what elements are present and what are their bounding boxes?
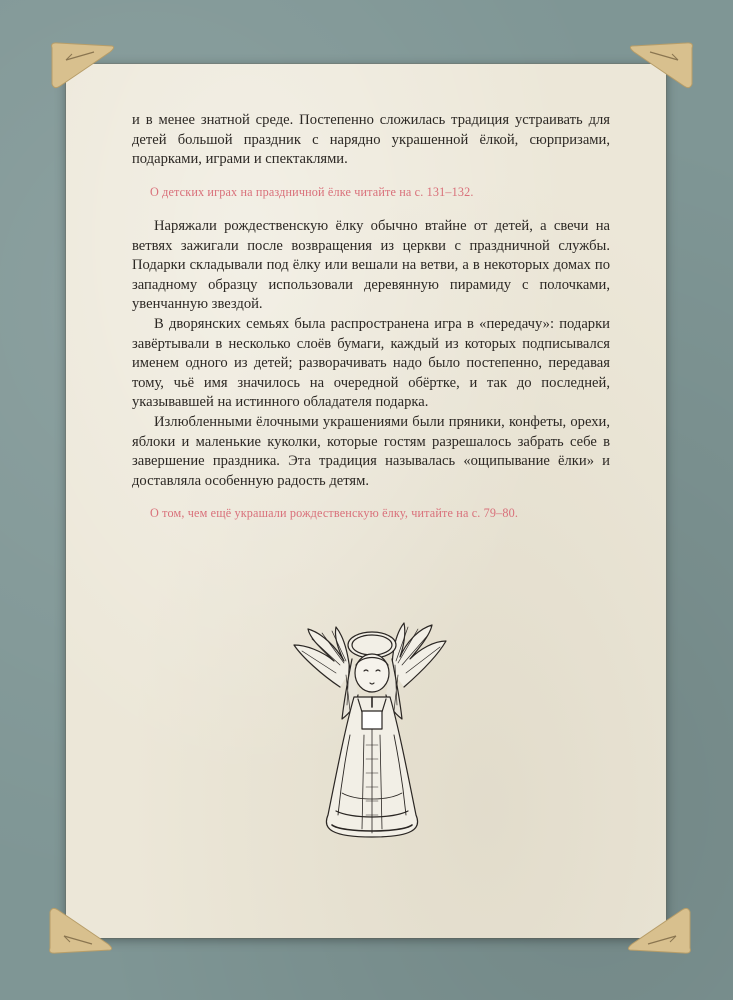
body-text [132,217,610,491]
cross-reference-note-games: О детских играх на праздничной ёлке читайте на с. 131–132. [150,185,474,199]
photo-corner-bottom-right-icon [624,904,696,956]
paragraph-gift-game: В дворянских семьях была распространена игра в «передачу»: подарки завёртывали в несколько слоёв бумаги, каждый из которых подписывался именем одного из детей; разворачивать надо было постепенно, передавая тому, чьё имя значилось на очередной обёртке, и так до последней, указывавшей на истинного обладателя подарка. [132,315,610,411]
paragraph-continued-text: и в менее знатной среде. Постепенно сложилась традиция устраивать для детей большой праздник с нарядно украшенной ёлкой, сюрпризами, подарками, играми и спектаклями. [132,112,610,168]
paragraph-continued [132,111,610,170]
paragraph-christmas-tree: Наряжали рождественскую ёлку обычно втайне от детей, а свечи на ветвях зажигали после возвращения из церкви с праздничной службы. Подарки складывали под ёлку или вешали на ветви, а в некоторых домах по западному образцу использовали деревянную пирамиду с полочками, увенчанную звездой. [132,218,610,313]
photo-corner-top-left-icon [46,40,118,92]
photo-corner-bottom-left-icon [44,904,116,956]
photo-corner-top-right-icon [626,40,698,92]
cross-reference-note-decorations: О том, чем ещё украшали рождественскую ёлку, читайте на с. 79–80. [150,506,519,520]
paragraph-decorations: Излюбленными ёлочными украшениями были пряники, конфеты, орехи, яблоки и маленькие куколки, которые гостям разрешалось забрать себе в завершение праздника. Эта традиция называлась «ощипывание ёлки» и доставляла особенную радость детям. [132,413,610,489]
angel-figurine-illustration [292,615,450,847]
